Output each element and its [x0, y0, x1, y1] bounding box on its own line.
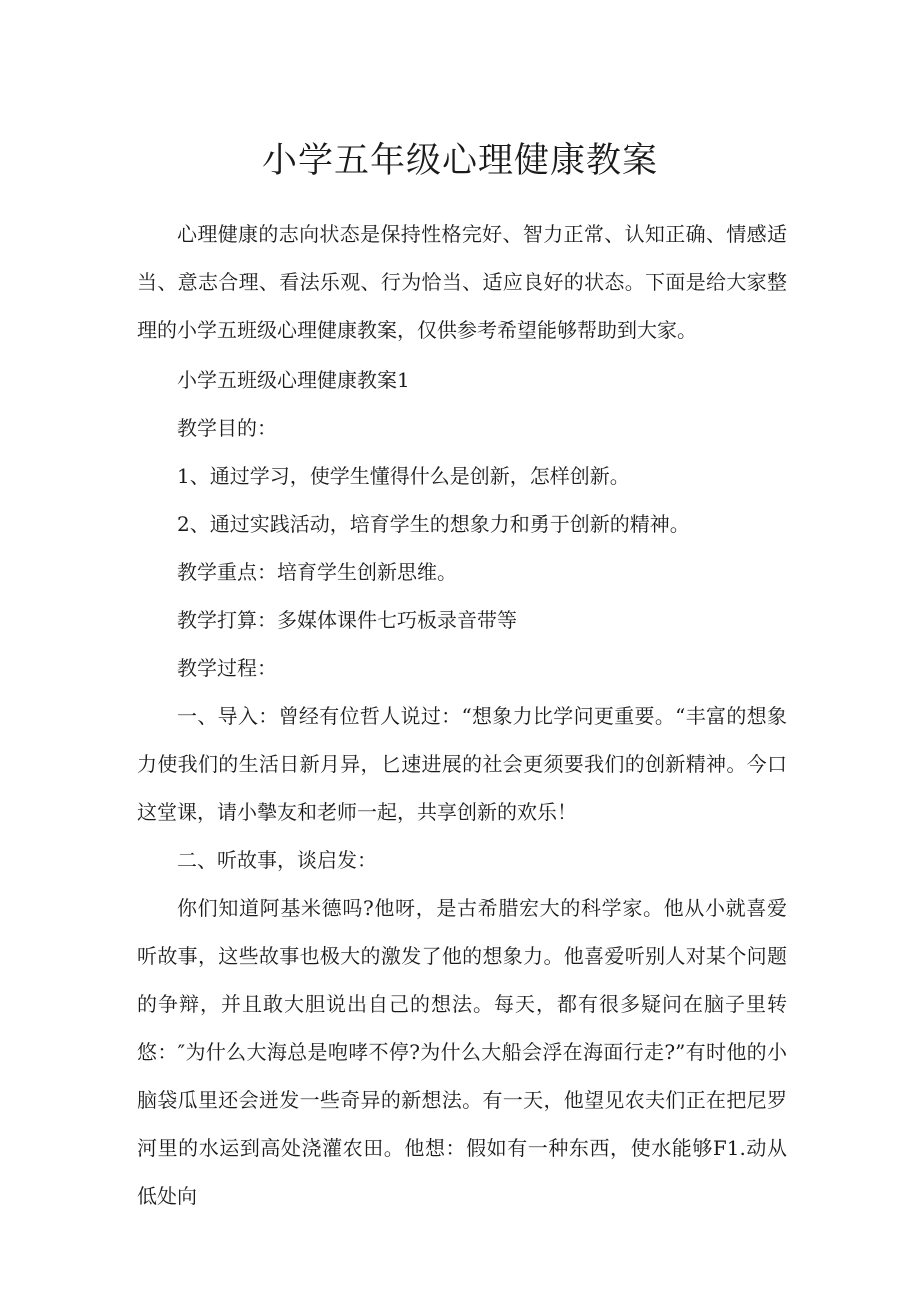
- intro-paragraph: 心理健康的志向状态是保持性格完好、智力正常、认知正确、情感适当、意志合理、看法乐观、行为恰当、适应良好的状态。下面是给大家整理的小学五班级心理健康教案，仅供参考希望能够帮助到大家。: [137, 222, 787, 342]
- materials: 教学打算：多媒体课件七巧板录音带等: [177, 608, 517, 632]
- step-2-heading: 二、听故事，谈启发：: [177, 848, 377, 872]
- document-body: [137, 210, 787, 1220]
- page-title: 小学五年级心理健康教案: [261, 141, 658, 181]
- goal-item-1: 1、通过学习，使学生懂得什么是创新，怎样创新。: [177, 464, 630, 488]
- story-paragraph: 你们知道阿基米德吗?他呀，是古希腊宏大的科学家。他从小就喜爱听故事，这些故事也极大的激发了他的想象力。他喜爱听别人对某个问题的争辩，并且敢大胆说出自己的想法。每天，都有很多疑问在脑子里转悠：″为什么大海总是咆哮不停?为什么大船会浮在海面行走?”有时他的小脑袋瓜里还会迸发一些奇异的新想法。有一天，他望见农夫们正在把尼罗河里的水运到高处浇灌农田。他想：假如有一种东西，使水能够F1.动从低处向: [137, 896, 787, 1208]
- key-point: 教学重点：培育学生创新思维。: [177, 560, 457, 584]
- goals-heading: 教学目的：: [177, 416, 277, 440]
- goal-item-2: 2、通过实践活动，培育学生的想象力和勇于创新的精神。: [177, 512, 690, 536]
- step-1-paragraph: 一、导入：曾经有位哲人说过：“想象力比学问更重要。“丰富的想象力使我们的生活日新月异，匕速进展的社会更须要我们的创新精神。今口这堂课，请小摰友和老师一起，共享创新的欢乐！: [137, 704, 787, 824]
- process-heading: 教学过程：: [177, 656, 277, 680]
- section-title: 小学五班级心理健康教案1: [177, 368, 410, 392]
